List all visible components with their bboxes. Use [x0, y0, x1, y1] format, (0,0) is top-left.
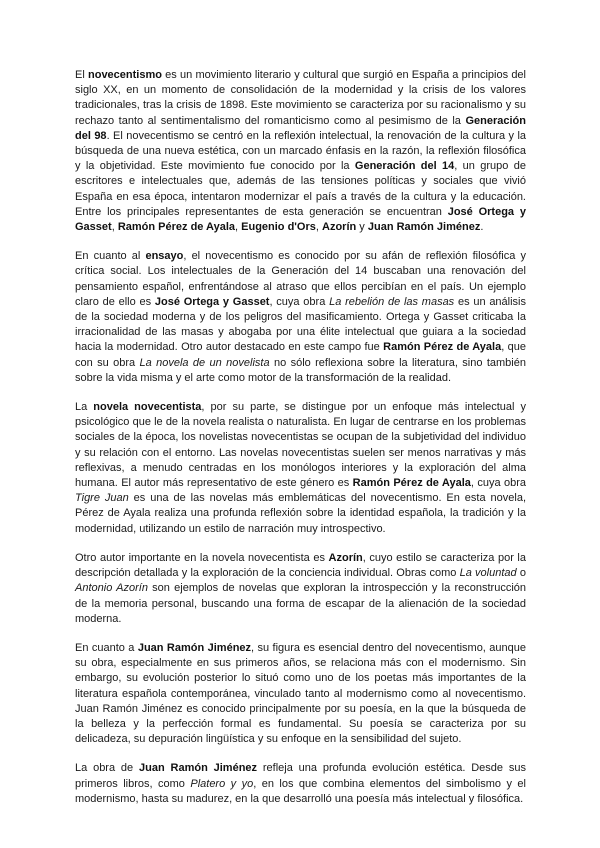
text-run: En cuanto a — [75, 641, 138, 654]
paragraph-ensayo — [75, 249, 526, 386]
bold-term: novela novecentista — [93, 401, 202, 414]
text-run: es una de las novelas más emblemáticas del novecentismo. En esta novela, Pérez de Ayala realiza una profunda reflexión sobre la identidad española, la tradición y la modernidad, utilizando un estilo de narración muy introspectivo. — [75, 492, 526, 535]
text-run: son ejemplos de novelas que exploran la introspección y la reconstrucción de la memoria personal, buscando una forma de escapar de la alienación de la sociedad moderna. — [75, 582, 526, 625]
text-run: , — [235, 221, 242, 234]
work-title: La novela de un novelista — [139, 356, 270, 369]
bold-term: Juan Ramón Jiménez — [139, 762, 258, 775]
bold-term: Juan Ramón Jiménez — [137, 641, 252, 654]
text-run: , cuya obra — [470, 477, 526, 490]
text-run: , que con su obra — [75, 341, 526, 369]
text-run: , un grupo de escritores e intelectuales que, además de las tensiones políticas y sociales que vivió España en esa época, intentaron modernizar el país a través de la cultura y la educación. Entre los principales representantes de esta generación se encuentran — [75, 160, 526, 218]
bold-term: Ramón Pérez de Ayala — [352, 477, 471, 490]
text-run: , — [111, 221, 118, 234]
text-run: refleja una profunda evolución estética. Desde sus primeros libros, como — [75, 762, 526, 790]
bold-term: Azorín — [322, 221, 357, 234]
bold-term: ensayo — [145, 250, 184, 263]
text-run: . — [480, 221, 484, 234]
bold-term: novecentismo — [88, 69, 162, 81]
text-run: , cuyo estilo se caracteriza por la descripción detallada y la exploración de la conciencia individual. Obras como — [75, 551, 526, 580]
text-run: . El novecentismo se centró en la reflexión intelectual, la renovación de la cultura y la búsqueda de una nueva estética, con un marcado énfasis en la razón, la reflexión filosófica y la objetividad. Este movimiento fue conocido por la — [75, 129, 527, 173]
text-run: Otro autor importante en la novela novecentista es — [75, 551, 329, 564]
bold-term: Generación del 98 — [75, 114, 526, 142]
text-run: y — [356, 221, 368, 234]
paragraph-azorin — [75, 551, 526, 627]
text-run: , por su parte, se distingue por un enfoque más intelectual y psicológico que le de la novela realista o naturalista. En lugar de centrarse en los problemas sociales de la época, los novelistas novecentistas se ocupan de la subjetividad del individuo y su relación con el entorno. Las novelas novecentistas suelen ser menos narrativas y más reflexivas, a menudo centradas en los monólogos interiores y la exploración del alma humana. El autor más representativo de este género es — [75, 401, 526, 490]
text-run: es un movimiento literario y cultural que surgió en España a principios del siglo XX, en un momento de consolidación de la modernidad y la crisis de los valores tradicionales, tras la crisis de 1898. Este movimiento se caracteriza por su racionalismo y su rechazo tanto al sentimentalismo del romanticismo como al pesimismo de la — [75, 69, 526, 127]
bold-term: Eugenio d'Ors — [241, 221, 316, 234]
bold-term: Juan Ramón Jiménez — [367, 221, 481, 234]
paragraph-introduccion — [75, 68, 526, 235]
bold-term: Generación del 14 — [354, 160, 455, 173]
text-run: La — [75, 401, 94, 414]
paragraph-obra-juan-ramon — [75, 761, 526, 807]
text-run: , — [315, 221, 322, 234]
bold-term: José Ortega y Gasset — [75, 205, 526, 234]
work-title: Platero y yo — [190, 777, 254, 790]
work-title: La voluntad — [459, 567, 517, 580]
text-run: es un análisis de la sociedad moderna y de los peligros del masificamiento. Ortega y Gasset criticaba la irracionalidad de las masas y abogaba por una élite intelectual que guiara a la sociedad hacia la modernidad. Otro autor destacado en este campo fue — [75, 295, 527, 354]
bold-term: Azorín — [328, 551, 363, 564]
text-run: El — [75, 69, 88, 81]
text-run: , en los que combina elementos del simbolismo y el modernismo, hasta su madurez, en la que desarrolló una poesía más intelectual y filosófica. — [75, 777, 526, 805]
bold-term: José Ortega y Gasset — [154, 295, 270, 308]
paragraph-juan-ramon — [75, 641, 526, 747]
paragraph-novela — [75, 400, 526, 537]
bold-term: Ramón Pérez de Ayala — [383, 341, 502, 354]
text-run: , cuya obra — [269, 295, 330, 308]
work-title: Antonio Azorín — [75, 582, 148, 595]
bold-term: Ramón Pérez de Ayala — [117, 221, 236, 234]
text-run: no sólo reflexiona sobre la literatura, sino también sobre la vida misma y el arte como motor de la transformación de la realidad. — [75, 356, 526, 384]
work-title: La rebelión de las masas — [329, 295, 455, 308]
text-run: La obra de — [75, 762, 139, 775]
work-title: Tigre Juan — [75, 492, 129, 505]
text-run: , el novecentismo es conocido por su afán de reflexión filosófica y crítica social. Los intelectuales de la Generación del 14 buscaban una renovación del pensamiento español, enfrentándose al atraso que ellos percibían en el país. Un ejemplo claro de ello es — [75, 250, 526, 308]
text-run: En cuanto al — [75, 250, 146, 263]
document-page — [75, 68, 526, 821]
text-run: , su figura es esencial dentro del novecentismo, aunque su obra, especialmente en sus primeros años, se relaciona más con el modernismo. Sin embargo, su evolución posterior lo situó como uno de los poetas más importantes de la literatura española contemporánea, vinculado tanto al modernismo como al novecentismo. Juan Ramón Jiménez es conocido principalmente por su poesía, en la que la búsqueda de la belleza y la perfección formal es fundamental. Su poesía se caracteriza por su delicadeza, su depuración lingüística y su enfoque en la sensibilidad del sujeto. — [75, 641, 526, 746]
text-run: o — [516, 567, 526, 580]
